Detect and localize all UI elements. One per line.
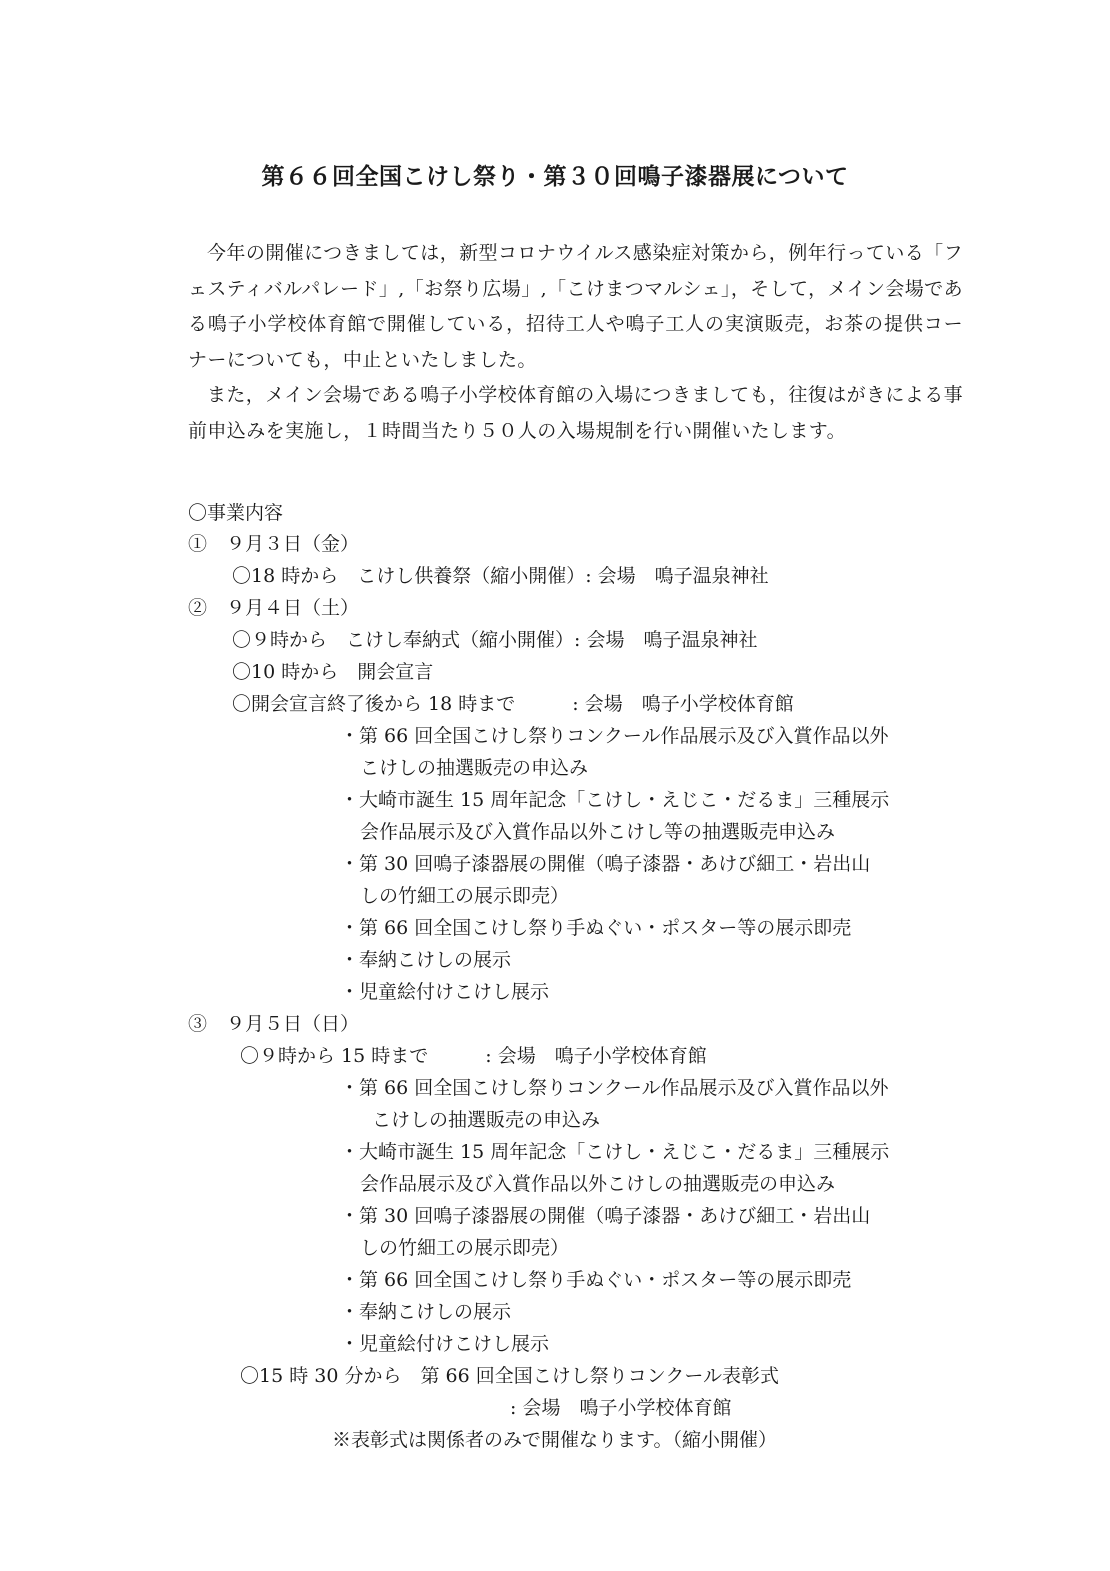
day2-heading: ② ９月４日（土） xyxy=(188,597,360,619)
day3-bullet-3-cont: しの竹細工の展示即売） xyxy=(360,1237,570,1259)
day3-bullet-1: ・第 66 回全国こけし祭りコンクール作品展示及び入賞作品以外 xyxy=(340,1077,889,1099)
day2-bullet-1: ・第 66 回全国こけし祭りコンクール作品展示及び入賞作品以外 xyxy=(340,725,889,747)
day2-bullet-6: ・児童絵付けこけし展示 xyxy=(340,981,550,1003)
section-heading: 〇事業内容 xyxy=(188,502,284,524)
day3-bullet-2: ・大崎市誕生 15 周年記念「こけし・えじこ・だるま」三種展示 xyxy=(340,1141,890,1163)
day2-bullet-3: ・第 30 回鳴子漆器展の開催（鳴子漆器・あけび細工・岩出山 xyxy=(340,853,871,875)
day1-event-1: 〇18 時から こけし供養祭（縮小開催）: 会場 鳴子温泉神社 xyxy=(232,565,769,587)
day3-ceremony: 〇15 時 30 分から 第 66 回全国こけし祭りコンクール表彰式 xyxy=(240,1365,779,1387)
intro-paragraph-2: また，メイン会場である鳴子小学校体育館の入場につきましても，往復はがきによる事前申込みを実施し，１時間当たり５０人の入場規制を行い開催いたします。 xyxy=(188,384,963,442)
day2-bullet-2-cont: 会作品展示及び入賞作品以外こけし等の抽選販売申込み xyxy=(360,821,836,843)
day2-event-2: 〇10 時から 開会宣言 xyxy=(232,661,434,683)
day3-ceremony-venue: : 会場 鳴子小学校体育館 xyxy=(510,1397,732,1419)
day3-heading: ③ ９月５日（日） xyxy=(188,1013,360,1035)
day2-event-1: 〇９時から こけし奉納式（縮小開催）: 会場 鳴子温泉神社 xyxy=(232,629,758,651)
day3-bullet-3: ・第 30 回鳴子漆器展の開催（鳴子漆器・あけび細工・岩出山 xyxy=(340,1205,871,1227)
day2-bullet-3-cont: しの竹細工の展示即売） xyxy=(360,885,570,907)
day1-heading: ① ９月３日（金） xyxy=(188,533,360,555)
document-title: 第６６回全国こけし祭り・第３０回鳴子漆器展について xyxy=(261,163,849,190)
day3-note: ※表彰式は関係者のみで開催なります。（縮小開催） xyxy=(332,1429,777,1451)
day3-bullet-4: ・第 66 回全国こけし祭り手ぬぐい・ポスター等の展示即売 xyxy=(340,1269,852,1291)
day3-bullet-1-cont: こけしの抽選販売の申込み xyxy=(372,1109,601,1131)
intro-paragraph-1: 今年の開催につきましては，新型コロナウイルス感染症対策から，例年行っている「フェスティバルパレード」,「お祭り広場」,「こけまつマルシェ」，そして，メイン会場である鳴子小学校体育館で開催している，招待工人や鳴子工人の実演販売，お茶の提供コーナーについても，中止といたしました。 xyxy=(188,242,963,371)
day3-bullet-5: ・奉納こけしの展示 xyxy=(340,1301,512,1323)
day2-bullet-4: ・第 66 回全国こけし祭り手ぬぐい・ポスター等の展示即売 xyxy=(340,917,852,939)
day3-event-1: 〇９時から 15 時まで : 会場 鳴子小学校体育館 xyxy=(240,1045,707,1067)
day2-event-3: 〇開会宣言終了後から 18 時まで : 会場 鳴子小学校体育館 xyxy=(232,693,794,715)
day2-bullet-2: ・大崎市誕生 15 周年記念「こけし・えじこ・だるま」三種展示 xyxy=(340,789,890,811)
day2-bullet-5: ・奉納こけしの展示 xyxy=(340,949,512,971)
day3-bullet-6: ・児童絵付けこけし展示 xyxy=(340,1333,550,1355)
day2-bullet-1-cont: こけしの抽選販売の申込み xyxy=(360,757,589,779)
day3-bullet-2-cont: 会作品展示及び入賞作品以外こけしの抽選販売の申込み xyxy=(360,1173,836,1195)
